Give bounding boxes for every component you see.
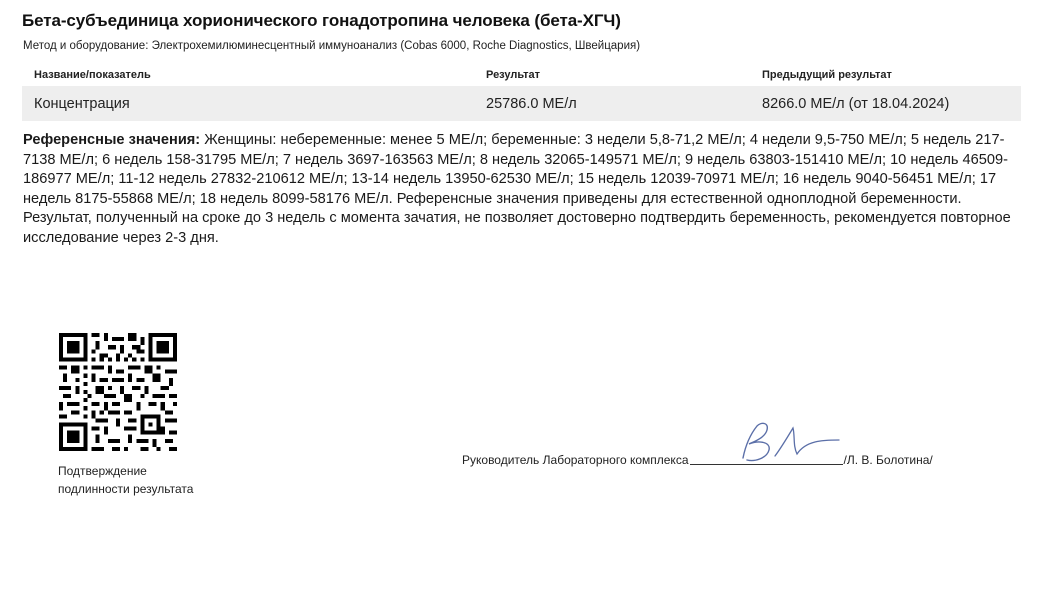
reference-text: Женщины: небеременные: менее 5 МЕ/л; беременные: 3 недели 5,8-71,2 МЕ/л; 4 недели 9,5-750 МЕ/л; 5 недель 217-7138 МЕ/л; 6 недель 158-31795 МЕ/л; 7 недель 3697-163563 МЕ/л; 8 недель 32065-149571 МЕ/л; 9 недель 63803-151410 МЕ/л; 10 недель 46509-186977 МЕ/л; 11-12 недель 27832-210612 МЕ/л; 13-14 недель 13950-62530 МЕ/л; 15 недель 12039-70971 МЕ/л; 16 недель 9040-56451 МЕ/л; 17 недель 8175-55868 МЕ/л; 18 недель 8099-58176 МЕ/л. Референсные значения приведены для естественной одноплодной беременности. Результат, полученный на сроке до 3 недель с момента зачатия, не позволяет достоверно подтвердить беременность, рекомендуется повторное исследование через 2-3 дня. [23,132,1011,246]
signature-name: /Л. В. Болотина/ [843,453,933,467]
qr-caption-line1: Подтверждение [58,464,147,478]
header-previous: Предыдущий результат [762,69,892,81]
results-table [22,64,1021,121]
row-previous: 8266.0 МЕ/л (от 18.04.2024) [762,95,950,112]
reference-values [23,131,1023,248]
qr-caption [58,462,258,498]
qr-code[interactable] [58,333,178,451]
row-result: 25786.0 МЕ/л [486,95,577,112]
header-name: Название/показатель [34,69,151,81]
row-name: Концентрация [34,95,130,112]
header-result: Результат [486,69,541,81]
handwritten-signature-icon [735,418,845,468]
results-header-row [22,64,1021,86]
document-title: Бета-субъединица хорионического гонадотропина человека (бета-ХГЧ) [22,11,621,30]
signature-role: Руководитель Лабораторного комплекса [462,453,689,467]
reference-label: Референсные значения: [23,132,201,148]
qr-code-icon [58,333,178,451]
method-equipment: Метод и оборудование: Электрохемилюминесцентный иммуноанализ (Cobas 6000, Roche Diagnostics, Швейцария) [23,40,641,52]
signature-block [462,450,933,467]
table-row [22,86,1021,121]
qr-caption-line2: подлинности результата [58,482,194,496]
